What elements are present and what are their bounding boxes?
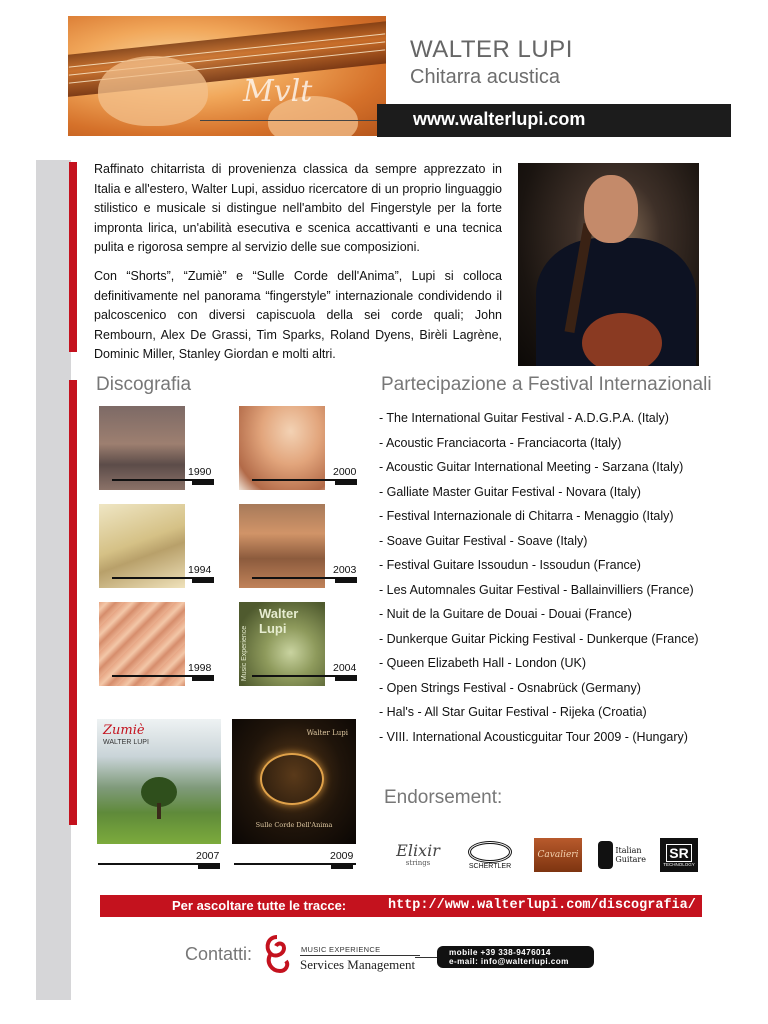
schertler-logo[interactable] <box>461 836 519 874</box>
bio-paragraph-2: Con “Shorts”, “Zumiè” e “Sulle Corde dell'Anima”, Lupi si colloca definitivamente nel panorama “fingerstyle” internazionale condividendo il palcoscenico con diversi capiscuola della sei corde quali; John Rembourn, Alex De Grassi, Tim Sparks, Roland Dyens, Birèli Lagrène, Dominic Miller, Stanley Giordan e molti altri. <box>94 269 502 362</box>
album-cover-subtitle: Sulle Corde Dell'Anima <box>255 821 333 829</box>
elixir-logo[interactable] <box>385 838 451 872</box>
header-guitar-photo: Mvlt <box>68 16 386 136</box>
festival-item: - Acoustic Guitar International Meeting - Sarzana (Italy) <box>379 460 684 474</box>
italian-guitare-text <box>615 846 646 864</box>
music-experience-logo-icon <box>262 933 292 975</box>
album-cover-2004[interactable] <box>239 602 325 686</box>
discography-link[interactable]: http://www.walterlupi.com/discografia/ <box>388 898 696 913</box>
album-cover-title: Walter Lupi <box>306 729 348 737</box>
album-year-marker <box>335 578 357 583</box>
album-year-2007: 2007 <box>196 850 220 862</box>
album-year-marker <box>335 676 357 681</box>
bio-paragraph-1: Raffinato chitarrista di provenienza classica da sempre apprezzato in Italia e all'estero, Walter Lupi, assiduo ricercatore di un proprio linguaggio stilistico e musicale si distingue nell'ambito del Fingerstyle per la forte impronta lirica, un'abilità esecutiva e scenica accattivanti e una tecnica pulita e rigorosa sempre al servizio delle sue composizioni. <box>94 162 502 255</box>
tree-trunk <box>157 803 161 819</box>
album-cover-title: Zumiè <box>103 723 145 738</box>
page-title: WALTER LUPI <box>410 36 573 63</box>
album-year-marker <box>331 864 353 869</box>
festival-item: - Soave Guitar Festival - Soave (Italy) <box>379 533 588 548</box>
album-cover-1990[interactable] <box>99 406 185 490</box>
italian-guitare-icon <box>598 841 613 869</box>
contact-connector <box>415 957 439 958</box>
sr-technology-logo[interactable] <box>660 838 698 872</box>
cavalieri-logo[interactable] <box>534 838 582 872</box>
album-year-2004: 2004 <box>333 662 357 674</box>
festival-list <box>379 408 699 751</box>
album-cover-2009[interactable] <box>232 719 356 844</box>
album-cover-title: Walter Lupi <box>259 606 299 636</box>
schertler-logo-text: SCHERTLER <box>468 862 512 870</box>
contact-mobile[interactable]: mobile +39 338-9476014 <box>449 948 551 957</box>
festival-item: - Galliate Master Guitar Festival - Novara (Italy) <box>379 484 641 499</box>
album-year-2003: 2003 <box>333 564 357 576</box>
album-year-2000: 2000 <box>333 466 357 478</box>
company-name-top: MUSIC EXPERIENCE <box>301 945 381 954</box>
contacts-label: Contatti: <box>185 944 253 964</box>
italian-guitare-name: Italian <box>615 846 642 855</box>
album-year-marker <box>192 676 214 681</box>
album-cover-2000[interactable] <box>239 406 325 490</box>
side-gray-bar <box>36 160 71 1000</box>
album-year-2009: 2009 <box>330 850 354 862</box>
light-swirl-image <box>260 753 324 805</box>
festival-item: - Hal's - All Star Guitar Festival - Rijeka (Croatia) <box>379 705 647 719</box>
contact-email[interactable]: e-mail: info@walterlupi.com <box>449 957 569 966</box>
album-year-1990: 1990 <box>188 466 212 478</box>
album-year-marker <box>198 864 220 869</box>
italian-guitare-sub: Guitare <box>615 855 646 864</box>
album-year-1994: 1994 <box>188 564 212 576</box>
album-year-1998: 1998 <box>188 662 212 674</box>
festival-item: - Festival Internazionale di Chitarra - Menaggio (Italy) <box>379 509 674 523</box>
schertler-spiral-icon <box>468 841 512 863</box>
album-cover-2003[interactable] <box>239 504 325 588</box>
festival-item: - Open Strings Festival - Osnabrück (Germany) <box>379 680 641 695</box>
album-cover-1998[interactable] <box>99 602 185 686</box>
listen-bar <box>100 895 702 917</box>
website-link[interactable]: www.walterlupi.com <box>413 109 586 129</box>
festival-item: - Dunkerque Guitar Picking Festival - Dunkerque (France) <box>379 631 699 646</box>
contact-info-box <box>437 946 594 968</box>
festival-item: - VIII. International Acousticguitar Tour 2009 - (Hungary) <box>379 729 688 744</box>
italian-guitare-logo[interactable] <box>598 838 646 872</box>
discography-accent-bar <box>69 380 77 825</box>
album-cover-2007[interactable] <box>97 719 221 844</box>
album-year-marker <box>192 480 214 485</box>
festival-item: - Nuit de la Guitare de Douai - Douai (France) <box>379 607 632 621</box>
discography-heading: Discografia <box>96 374 192 395</box>
album-year-marker <box>192 578 214 583</box>
festival-item: - Les Automnales Guitar Festival - Ballainvilliers (France) <box>379 582 694 597</box>
album-cover-subtitle: Music Experience <box>241 625 249 682</box>
festival-item: - The International Guitar Festival - A.D.G.P.A. (Italy) <box>379 411 669 425</box>
header-divider <box>200 120 377 121</box>
festival-item: - Festival Guitare Issoudun - Issoudun (France) <box>379 558 641 572</box>
elixir-logo-text: Elixir <box>396 841 440 860</box>
sr-logo-text: SR <box>666 844 691 862</box>
company-divider <box>300 955 420 956</box>
endorsement-heading: Endorsement: <box>384 787 503 808</box>
bio-accent-bar <box>69 162 77 352</box>
festivals-heading: Partecipazione a Festival Internazionali <box>381 374 712 395</box>
sr-logo-sub: TECHNOLOGY <box>663 861 695 867</box>
artist-portrait <box>518 163 699 366</box>
listen-label: Per ascoltare tutte le tracce: <box>172 898 347 913</box>
album-cover-1994[interactable] <box>99 504 185 588</box>
album-cover-subtitle: WALTER LUPI <box>103 739 149 746</box>
festival-item: - Acoustic Franciacorta - Franciacorta (Italy) <box>379 435 622 450</box>
page-subtitle: Chitarra acustica <box>410 66 561 88</box>
elixir-logo-sub: strings <box>405 859 431 867</box>
cavalieri-logo-text: Cavalieri <box>537 850 579 860</box>
company-name-bottom: Services Management <box>300 957 416 972</box>
festival-item: - Queen Elizabeth Hall - London (UK) <box>379 656 587 670</box>
album-year-marker <box>335 480 357 485</box>
